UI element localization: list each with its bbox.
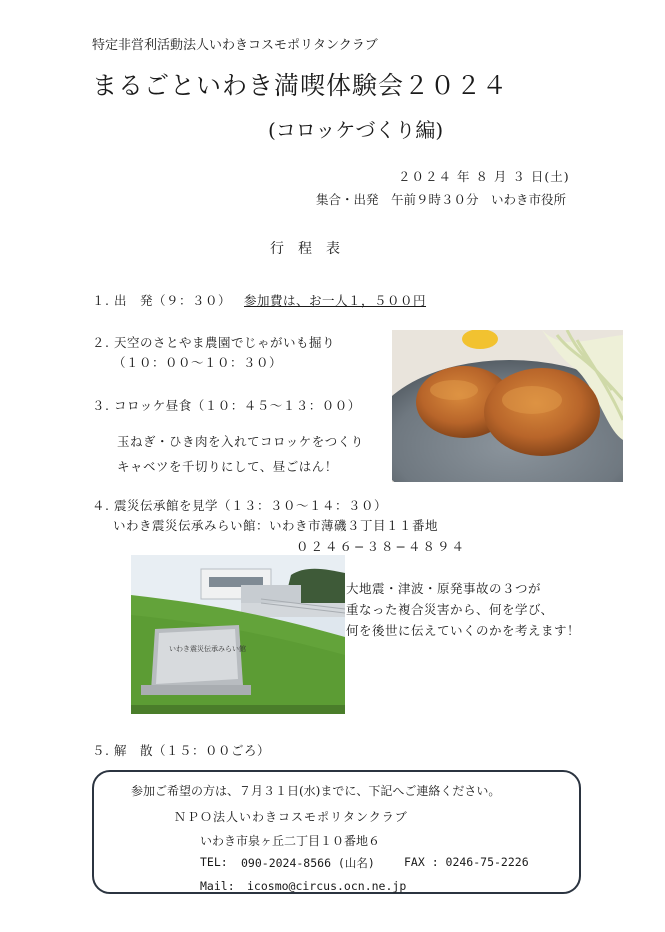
museum-desc-1: 大地震・津波・原発事故の３つが — [346, 581, 542, 596]
schedule-item-3: ３. コロッケ昼食（１０：４５〜１３：００） — [92, 398, 361, 413]
contact-org: ＮＰＯ法人いわきコスモポリタンクラブ — [174, 810, 408, 824]
page-title: まるごといわき満喫体験会２０２４ — [92, 71, 509, 100]
mail-label: Mail: — [200, 879, 235, 893]
museum-sign-text: いわき震災伝承みらい館 — [169, 645, 246, 653]
schedule-item-1: １. 出 発（９：３０） — [92, 293, 231, 308]
contact-notice: 参加ご希望の方は、７月３１日(水)までに、下記へご連絡ください。 — [131, 784, 501, 798]
museum-desc-3: 何を後世に伝えていくのかを考えます！ — [346, 623, 581, 638]
tel-number: 090-2024-8566 (山名) — [241, 856, 375, 870]
organization-name: 特定非営利活動法人いわきコスモポリタンクラブ — [92, 38, 378, 53]
schedule-item-2: ２. 天空のさとやま農園でじゃがいも掘り — [92, 335, 335, 350]
fee-note: 参加費は、お一人１，５００円 — [244, 293, 427, 308]
schedule-item-5: ５. 解 散（１５：００ごろ） — [92, 743, 270, 758]
event-date: ２０２４ 年 ８ 月 ３ 日(土) — [398, 169, 570, 184]
tel-label: TEL: — [200, 855, 228, 869]
museum-desc-2: 重なった複合災害から、何を学び、 — [346, 602, 554, 617]
schedule-item-4: ４. 震災伝承館を見学（１３：３０〜１４：３０） — [92, 498, 387, 513]
fax-number: FAX : 0246-75-2226 — [404, 855, 529, 869]
schedule-item-3-desc-2: キャベツを千切りにして、昼ごはん！ — [117, 459, 338, 474]
page-subtitle: (コロッケづくり編) — [268, 118, 444, 142]
memorial-museum-photo — [131, 555, 345, 714]
schedule-item-4-address: いわき震災伝承みらい館：いわき市薄磯３丁目１１番地 — [113, 518, 439, 533]
contact-address: いわき市泉ヶ丘二丁目１０番地６ — [200, 834, 381, 848]
croquette-photo — [392, 330, 623, 482]
schedule-item-2-time: （１０：００〜１０：３０） — [113, 355, 283, 370]
schedule-item-4-phone: ０２４６−３８−４８９４ — [296, 539, 466, 554]
schedule-heading: 行程表 — [270, 241, 354, 257]
mail-address[interactable]: icosmo@circus.ocn.ne.jp — [247, 879, 407, 893]
meeting-info: 集合・出発 午前９時３０分 いわき市役所 — [316, 192, 567, 207]
schedule-item-3-desc-1: 玉ねぎ・ひき肉を入れてコロッケをつくり — [117, 434, 364, 449]
